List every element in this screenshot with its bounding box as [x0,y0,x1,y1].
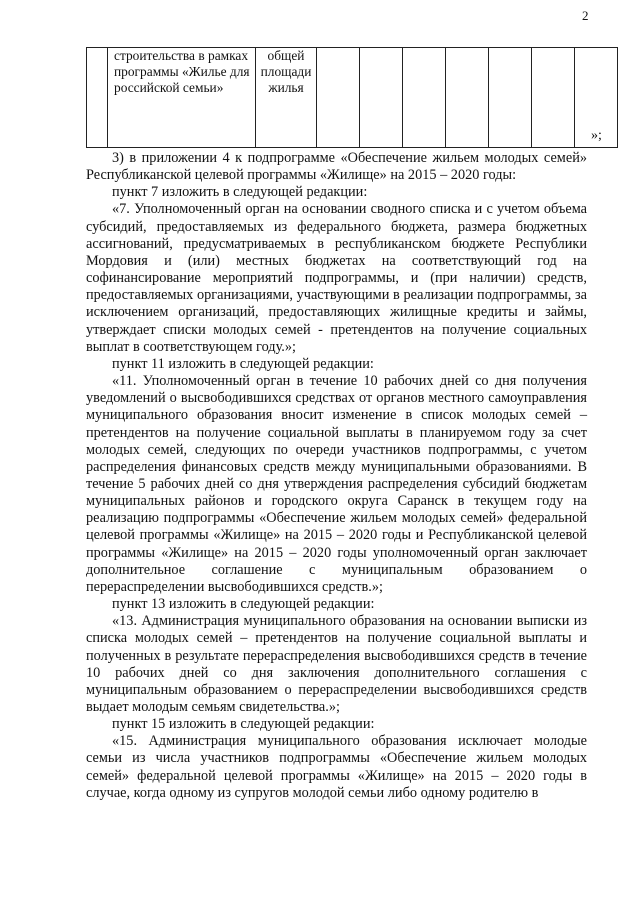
amendment-intro: 3) в приложении 4 к подпрограмме «Обеспечение жильем молодых семей» Республиканской целевой программы «Жилище» на 2015 – 2020 годы: [86,150,587,184]
clause-13-text: «13. Администрация муниципального образования на основании выписки из списка молодых семей – претендентов на получение социальной выплаты и полученных в результате перераспределения высвободившихся средств в течение 10 рабочих дней со дня заключения дополнительного соглашения с муниципальным образованием о перераспределении высвободившихся средств выдает молодым семьям свидетельства.»; [86,613,587,715]
table-cell-unit: общей площади жилья [256,48,317,148]
clause-7-text: «7. Уполномоченный орган на основании сводного списка и с учетом объема субсидий, предоставляемых из федерального бюджета, размера бюджетных ассигнований, предусматриваемых в республиканском бюджете Республики Мордовия и (или) местных бюджетах на соответствующий год на софинансирование мероприятий подпрограммы, и (при наличии) средств, предоставляемых организациями, участвующими в реализации подпрограммы, за исключением организаций, предоставляющих жилищные кредиты и займы, утверждает списки молодых семей - претендентов на получение социальных выплат в соответствующем году.»; [86,201,587,355]
table-cell [489,48,532,148]
table-cell [532,48,575,148]
table-cell [403,48,446,148]
program-table-fragment [86,47,618,148]
clause-15-text: «15. Администрация муниципального образования исключает молодые семьи из числа участников подпрограммы «Обеспечение жильем молодых семей» федеральной целевой программы «Жилище» на 2015 – 2020 годы в случае, когда одному из супругов молодой семьи либо одному родителю в [86,733,587,801]
table-cell-program: строительства в рамках программы «Жилье для российской семьи» [108,48,256,148]
table-row [87,48,618,148]
table-cell [360,48,403,148]
table-cell [87,48,108,148]
instruction-item-11: пункт 11 изложить в следующей редакции: [112,355,374,372]
table-cell [446,48,489,148]
clause-11-text: «11. Уполномоченный орган в течение 10 рабочих дней со дня получения уведомлений о высвободившихся средствах от органов местного самоуправления муниципального образования вносит изменение в список молодых семей – претендентов на получение социальной выплаты в планируемом году за счет молодых семей, следующих по очереди участников подпрограммы, с учетом распределения финансовых средств между муниципальными образованиями. В течение 5 рабочих дней со дня утверждения распределения субсидий бюджетам муниципальных районов и городского округа Саранск в текущем году на реализацию подпрограммы «Обеспечение жильем молодых семей» федеральной целевой программы «Жилище» на 2015 – 2020 годы и Республиканской целевой программы «Жилище» на 2015 – 2020 годы уполномоченный орган заключает дополнительное соглашение с муниципальным образованием о перераспределении высвободившихся средств.»; [86,373,587,595]
instruction-item-15: пункт 15 изложить в следующей редакции: [112,716,375,733]
instruction-item-13: пункт 13 изложить в следующей редакции: [112,596,375,613]
instruction-item-7: пункт 7 изложить в следующей редакции: [112,184,368,201]
page-number: 2 [582,8,589,23]
table-closing-mark: »; [591,128,602,143]
table-cell [317,48,360,148]
document-body [86,150,587,802]
